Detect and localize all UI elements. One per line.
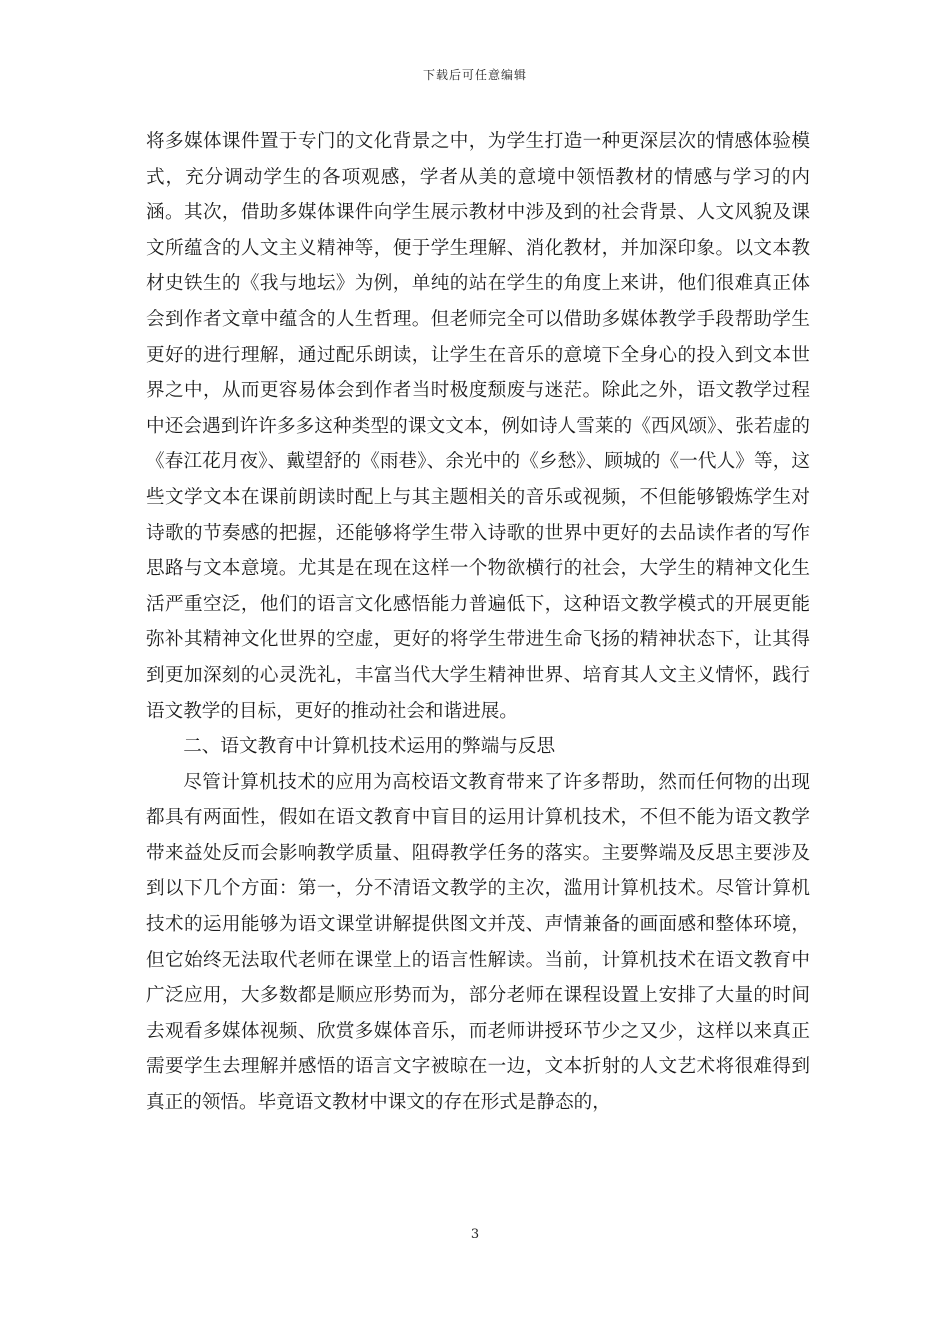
page-number: 3 [470,1227,480,1242]
page-header: 下载后可任意编辑 [422,68,527,82]
paragraph-multimedia-context: 将多媒体课件置于专门的文化背景之中，为学生打造一种更深层次的情感体验模式，充分调动学生的各项观感，学者从美的意境中领悟教材的情感与学习的内涵。其次，借助多媒体课件向学生展示教材中涉及到的社会背景、人文风貌及课文所蕴含的人文主义精神等，便于学生理解、消化教材，并加深印象。以文本教材史铁生的《我与地坛》为例，单纯的站在学生的角度上来讲，他们很难真正体会到作者文章中蕴含的人生哲理。但老师完全可以借助多媒体教学手段帮助学生更好的进行理解，通过配乐朗读，让学生在音乐的意境下全身心的投入到文本世界之中，从而更容易体会到作者当时极度颓废与迷茫。除此之外，语文教学过程中还会遇到许许多多这种类型的课文文本，例如诗人雪莱的《西风颂》、张若虚的《春江花月夜》、戴望舒的《雨巷》、余光中的《乡愁》、顾城的《一代人》等，这些文学文本在课前朗读时配上与其主题相关的音乐或视频，不但能够锻炼学生对诗歌的节奏感的把握，还能够将学生带入诗歌的世界中更好的去品读作者的写作思路与文本意境。尤其是在现在这样一个物欲横行的社会，大学生的精神文化生活严重空泛，他们的语言文化感悟能力普遍低下，这种语文教学模式的开展更能弥补其精神文化世界的空虚，更好的将学生带进生命飞扬的精神状态下，让其得到更加深刻的心灵洗礼，丰富当代大学生精神世界、培育其人文主义情怀，践行语文教学的目标，更好的推动社会和谐进展。 [146,131,810,722]
document-body [146,124,810,1121]
section-heading: 二、语文教育中计算机技术运用的弊端与反思 [183,736,556,758]
paragraph-drawbacks: 尽管计算机技术的应用为高校语文教育带来了许多帮助，然而任何物的出现都具有两面性，假如在语文教育中盲目的运用计算机技术，不但不能为语文教学带来益处反而会影响教学质量、阻碍教学任务的落实。主要弊端及反思主要涉及到以下几个方面：第一，分不清语文教学的主次，滥用计算机技术。尽管计算机技术的运用能够为语文课堂讲解提供图文并茂、声情兼备的画面感和整体环境，但它始终无法取代老师在课堂上的语言性解读。当前，计算机技术在语文教育中广泛应用，大多数都是顺应形势而为，部分老师在课程设置上安排了大量的时间去观看多媒体视频、欣赏多媒体音乐，而老师讲授环节少之又少，这样以来真正需要学生去理解并感悟的语言文字被晾在一边，文本折射的人文艺术将很难得到真正的领悟。毕竟语文教材中课文的存在形式是静态的， [146,771,810,1114]
